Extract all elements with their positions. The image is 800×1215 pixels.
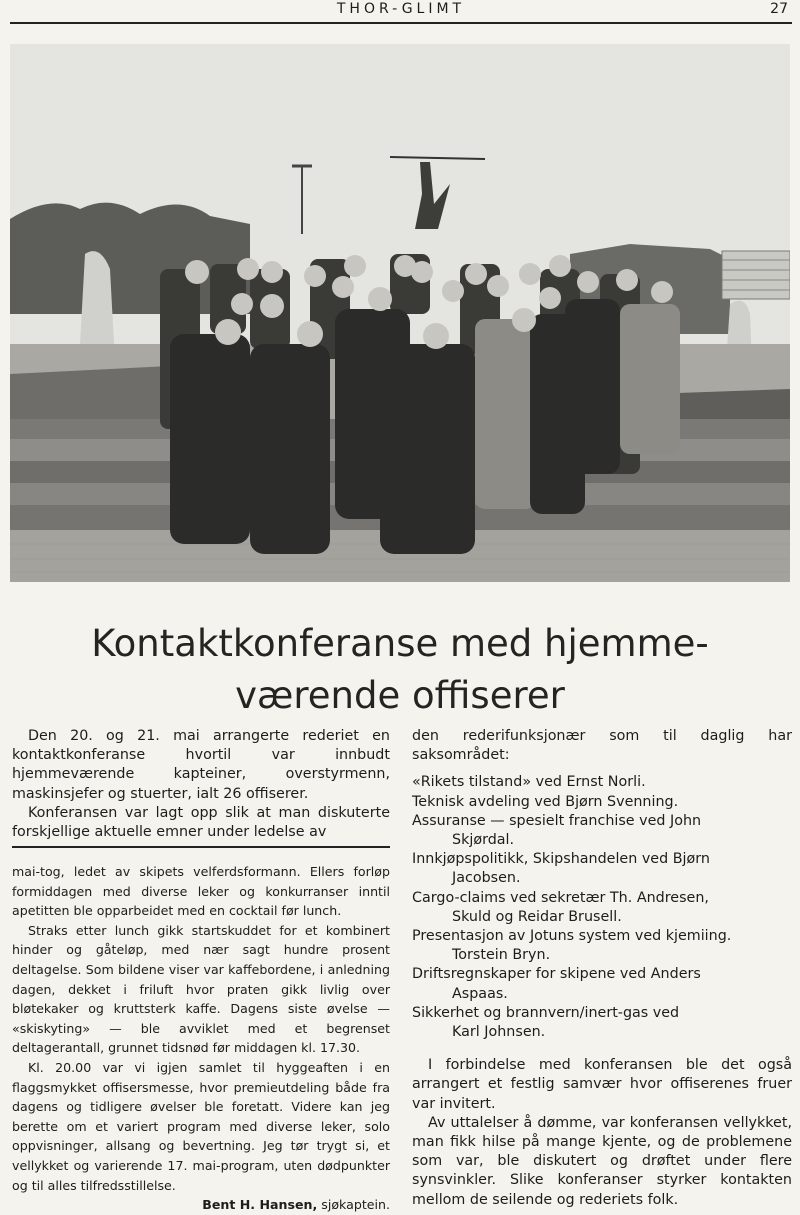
topic-text: «Rikets tilstand» ved Ernst Norli. [412, 774, 646, 791]
topic-item-cont: Torstein Bryn. [452, 947, 551, 964]
masthead: THOR-GLIMT [336, 1, 466, 17]
topic-text: Innkjøpspolitikk, Skipshandelen ved Bjørn [412, 851, 710, 868]
left-column-bottom [12, 862, 390, 1215]
topic-item-cont: Aspaas. [452, 985, 508, 1002]
paragraph: Straks etter lunch gikk startskuddet for et kombinert hinder og gåteløp, med nær sagt hundre prosent deltagelse. Som bildene viser var kaffebordene, i anledning dagen, dekket i friluft hvor praten gikk livlig over bløtekaker og kruttsterk kaffe. Dagens siste øvelse — «skiskyting» — ble avviklet med et begrenset deltagerantall, grunnet tidsnød før middagen kl. 17.30. [12, 922, 390, 1056]
headline-line-2: værende offiserer [235, 674, 565, 717]
topic-item [412, 773, 792, 792]
article-headline [0, 618, 800, 722]
paragraph: Kl. 20.00 var vi igjen samlet til hyggeaften i en flaggsmykket offisersmesse, hvor premieutdeling både fra dagens og tidligere øvelser ble foretatt. Videre kan jeg berette om et variert program med diverse leker, solo oppvisninger, allsang og bevertning. Jeg tør trygt si, et vellykket og varierende 17. mai-program, uten dødpunkter og til alles tilfredsstillelse. [12, 1059, 390, 1193]
topic-item-cont: Jacobsen. [452, 870, 521, 887]
topic-item [412, 1004, 792, 1023]
topic-text: Driftsregnskaper for skipene ved Anders [412, 966, 701, 983]
page-number: 27 [770, 1, 788, 17]
topic-item-cont: Skjørdal. [452, 832, 515, 849]
paragraph: den rederifunksjonær som til daglig har saksområdet: [412, 728, 792, 764]
topic-item [412, 965, 792, 984]
topic-item-cont: Karl Johnsen. [452, 1024, 546, 1041]
left-column-top [12, 727, 390, 842]
topic-text: Assuranse — spesielt franchise ved John [412, 812, 702, 829]
column-divider [12, 846, 390, 848]
topic-item [412, 889, 792, 908]
topic-item [412, 850, 792, 869]
paragraph: Den 20. og 21. mai arrangerte rederiet en kontaktkonferanse hvortil var innbudt hjemmeværende kapteiner, overstyrmenn, maskinsjefer og stuerter, ialt 26 offiserer. [12, 728, 390, 802]
topic-item [412, 812, 792, 831]
topic-text: Cargo-claims ved sekretær Th. Andresen, [412, 889, 709, 906]
page-header [10, 0, 792, 24]
headline-line-1: Kontaktkonferanse med hjemme- [91, 622, 709, 665]
paragraph: I forbindelse med konferansen ble det også arrangert et festlig samvær hvor offiserenes fruer var invitert. [412, 1057, 792, 1112]
topic-item [412, 793, 792, 812]
paragraph: Av uttalelser å dømme, var konferansen vellykket, man fikk hilse på mange kjente, og de problemene som var, ble diskutert og drøftet under flere synsvinkler. Slike konferanser styrker kontakten mellom de seilende og rederiets folk. [412, 1114, 792, 1208]
signature-title: sjøkaptein. [317, 1197, 390, 1213]
signature-name: Bent H. Hansen, [202, 1197, 318, 1213]
topic-item [412, 927, 792, 946]
paragraph: mai-tog, ledet av skipets velferdsformann. Ellers forløp formiddagen med diverse leker og konkurranser inntil apetitten ble opparbeidet med en cocktail før lunch. [12, 864, 390, 919]
paragraph: Konferansen var lagt opp slik at man diskuterte forskjellige aktuelle emner under ledelse av [12, 804, 390, 841]
topic-text: Presentasjon av Jotuns system ved kjemiing. [412, 928, 732, 945]
right-column [412, 727, 792, 1210]
topic-text: Teknisk avdeling ved Bjørn Svenning. [412, 793, 679, 810]
group-photo [10, 44, 790, 582]
signature [12, 1195, 390, 1215]
topic-text: Sikkerhet og brannvern/inert-gas ved [412, 1004, 680, 1021]
topic-item-cont: Skuld og Reidar Brusell. [452, 908, 622, 925]
